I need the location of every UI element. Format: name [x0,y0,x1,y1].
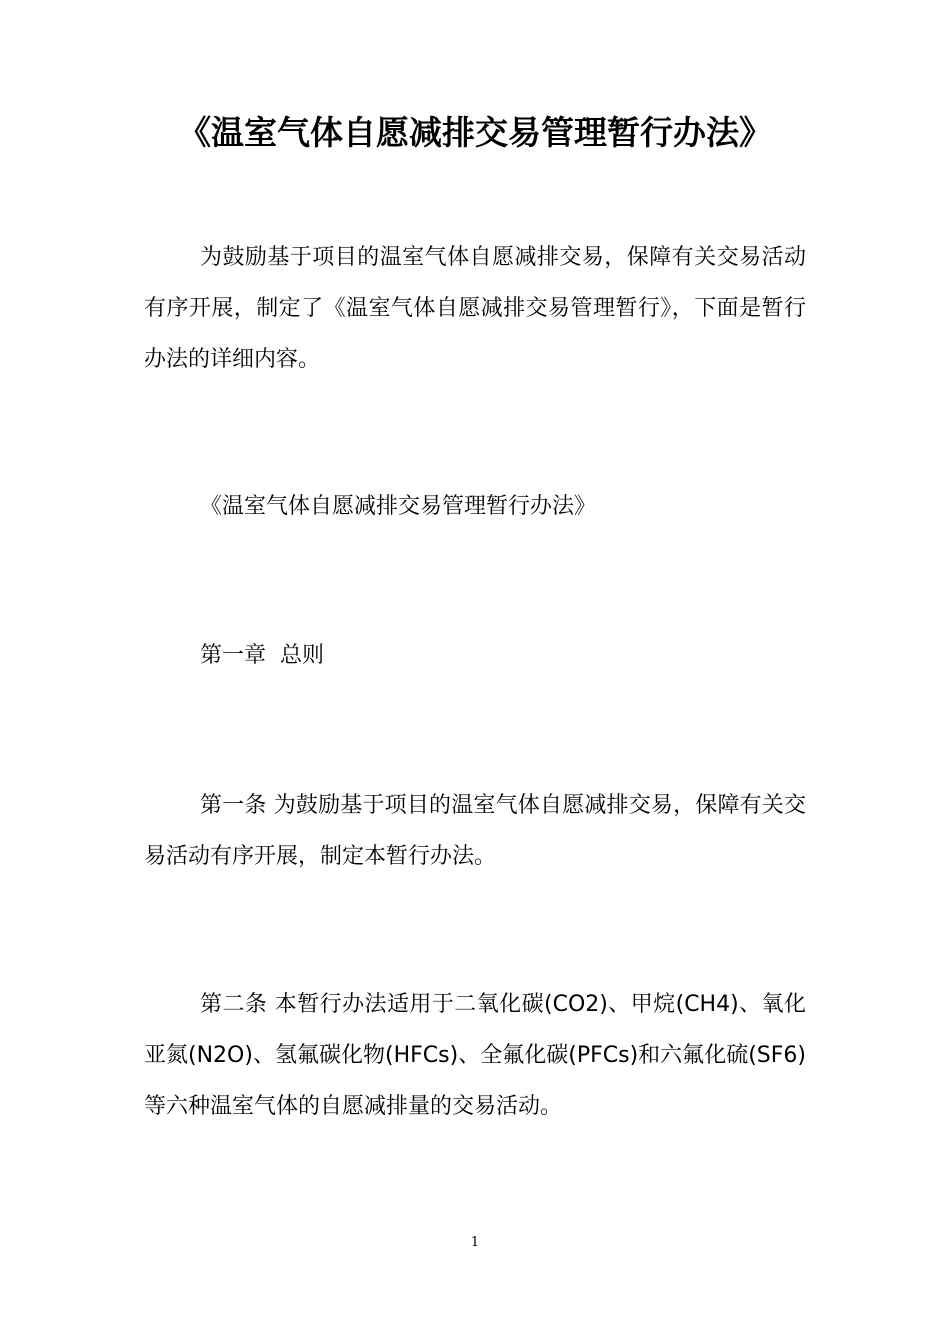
regulation-subtitle: 《温室气体自愿减排交易管理暂行办法》 [200,494,597,519]
intro-paragraph: 为鼓励基于项目的温室气体自愿减排交易，保障有关交易活动有序开展，制定了《温室气体自愿减排交易管理暂行》，下面是暂行办法的详细内容。 [144,245,806,372]
page-number: 1 [470,1235,480,1250]
document-title: 《温室气体自愿减排交易管理暂行办法》 [178,113,772,152]
chapter-heading: 第一章 总则 [200,643,324,668]
article-1-paragraph: 第一条 为鼓励基于项目的温室气体自愿减排交易，保障有关交易活动有序开展，制定本暂行办法。 [144,793,806,869]
article-2-paragraph: 第二条 本暂行办法适用于二氧化碳(CO2)、甲烷(CH4)、氧化亚氮(N2O)、氢氟碳化物(HFCs)、全氟化碳(PFCs)和六氟化硫(SF6)等六种温室气体的自愿减排量的交易活动。 [144,992,806,1119]
